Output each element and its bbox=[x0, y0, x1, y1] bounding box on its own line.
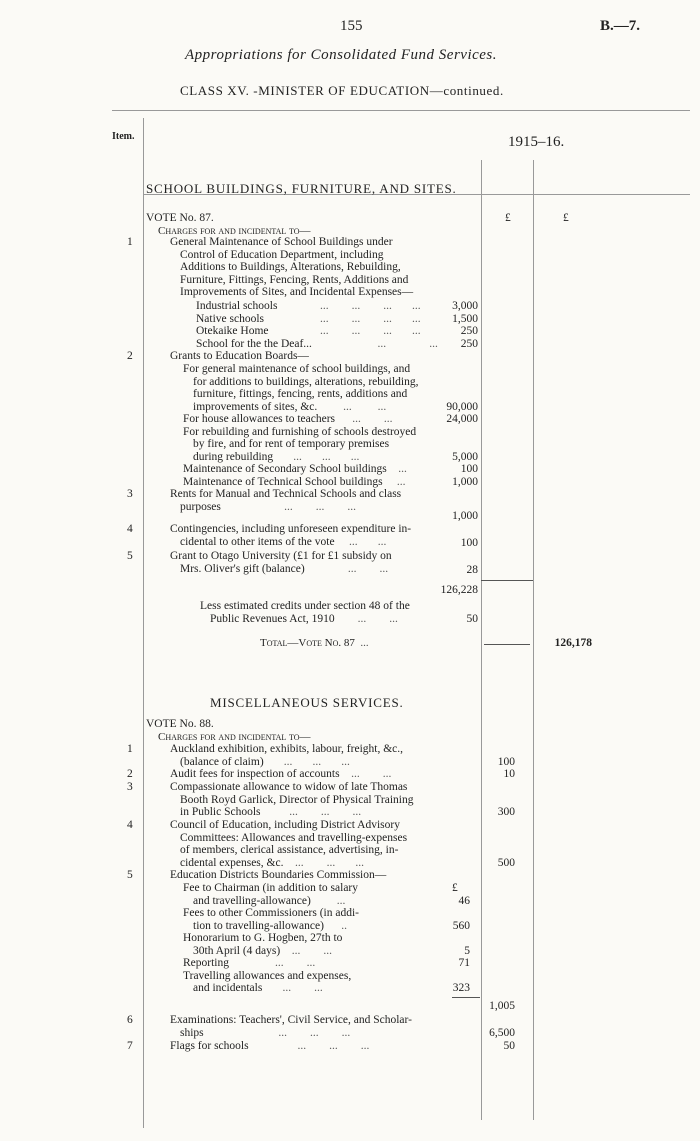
amount-rents: 1,000 bbox=[452, 510, 478, 522]
amount-honorarium: 5 bbox=[464, 944, 470, 957]
vote87-item2d-text: Maintenance of Secondary School buildings ... bbox=[183, 463, 407, 475]
pound-sign-col2: £ bbox=[563, 212, 569, 224]
item5-pound-sign: £ bbox=[452, 882, 458, 894]
amount-commissioners-fee: 560 bbox=[452, 919, 470, 932]
vote87-item2e-text: Maintenance of Technical School buildings ... bbox=[183, 475, 406, 488]
vote88-item4-text: Council of Education, including District Advisory Committees: Allowances and travelling-expenses of members, clerical assistance, advertising, in- cidental expenses, &c. ... ... ... bbox=[170, 819, 408, 869]
vote88-item5-subitems: Fee to Chairman (in addition to salary and travelling-allowance) ... Fees to other Commissioners (in addi- tion to travelling-allowance) .. Honorarium to G. Hogben, 27th to 30th April (4 days) ... ... Reporting ... ... Travelling allowances and expenses, and incidentals ... ... bbox=[183, 882, 359, 994]
amount-flags: 50 bbox=[503, 1040, 515, 1052]
amount-reporting: 71 bbox=[458, 957, 470, 969]
amount-technical: 1,000 bbox=[452, 475, 478, 488]
amount-audit: 10 bbox=[503, 768, 515, 780]
vote88-item7-text: Flags for schools ... ... ... bbox=[170, 1040, 370, 1052]
amount-auckland: 100 bbox=[497, 756, 515, 768]
vote88-item1-text: Auckland exhibition, exhibits, labour, freight, &c., (balance of claim) ... ... ... bbox=[170, 743, 404, 768]
vote87-item3-text: Rents for Manual and Technical Schools and class purposes ... ... ... bbox=[170, 488, 402, 513]
item-number: 3 bbox=[127, 781, 133, 793]
list-item: Otekaike Home bbox=[196, 325, 269, 337]
amount-column-rule-2 bbox=[533, 160, 534, 1120]
vote87-item2b-text: For house allowances to teachers ... ... bbox=[183, 413, 393, 425]
vote87-label: VOTE No. 87. bbox=[146, 212, 214, 224]
vote87-item2c-text: For rebuilding and furnishing of schools destroyed by fire, and for rent of temporary premises during rebuilding ... ... ... bbox=[183, 425, 417, 463]
vote87-item1-text: General Maintenance of School Buildings under Control of Education Department, including Additions to Buildings, Alterations, Rebuilding, Furniture, Fittings, Fencing, Rents, Additions and Improvements of Sites, and Incidental Expenses— bbox=[170, 236, 414, 298]
list-item: Native schools bbox=[196, 312, 265, 325]
vote87-item1-subitems bbox=[196, 300, 312, 350]
item-number: 2 bbox=[127, 350, 133, 362]
amount-total-vote87: 126,178 bbox=[554, 637, 592, 649]
amount-native: 1,500 bbox=[452, 312, 478, 325]
total-dash bbox=[484, 644, 530, 645]
vote87-item5-text: Grant to Otago University (£1 for £1 subsidy on Mrs. Oliver's gift (balance) ... ... bbox=[170, 550, 392, 575]
amount-house-allowances: 24,000 bbox=[446, 413, 478, 425]
list-item: Fee to Chairman (in addition to salary bbox=[183, 882, 359, 894]
vote87-charges: Charges for and incidental to— bbox=[158, 225, 311, 237]
list-item: Industrial schools bbox=[196, 300, 278, 312]
vote87-item2a-text: For general maintenance of school buildings, and for additions to buildings, alterations, rebuilding, furniture, fittings, fencing, rents, additions and improvements of sites, &c. ... ... bbox=[183, 363, 419, 413]
list-item: School for the the Deaf... bbox=[196, 337, 312, 350]
item-number: 7 bbox=[127, 1040, 133, 1052]
amount-less-credits: 50 bbox=[466, 613, 478, 625]
total-vote87-label: Total—Vote No. 87 ... bbox=[260, 637, 369, 649]
amount-secondary: 100 bbox=[460, 463, 478, 475]
year-heading: 1915–16. bbox=[508, 134, 565, 150]
vote88-charges: Charges for and incidental to— bbox=[158, 731, 311, 743]
item-number: 5 bbox=[127, 869, 133, 881]
item5-sum-rule bbox=[452, 997, 480, 998]
item-number: 4 bbox=[127, 523, 133, 535]
amount-examinations: 6,500 bbox=[489, 1026, 515, 1039]
item-number: 4 bbox=[127, 819, 133, 831]
vote87-item2-label: Grants to Education Boards— bbox=[170, 350, 309, 362]
list-item: Reporting ... ... bbox=[183, 957, 316, 969]
document-code: B.—7. bbox=[600, 18, 641, 34]
appropriations-title: Appropriations for Consolidated Fund Services. bbox=[185, 47, 498, 63]
section-title-vote88: MISCELLANEOUS SERVICES. bbox=[210, 695, 404, 710]
pound-sign-col1: £ bbox=[505, 212, 511, 224]
amount-general-maintenance: 90,000 bbox=[446, 400, 478, 413]
amount-council: 500 bbox=[497, 856, 515, 869]
amount-travelling: 323 bbox=[452, 982, 470, 994]
top-rule bbox=[112, 110, 690, 111]
amount-rebuilding: 5,000 bbox=[452, 450, 478, 463]
item-number: 5 bbox=[127, 550, 133, 562]
amount-otago: 28 bbox=[466, 564, 478, 576]
item-number: 6 bbox=[127, 1014, 133, 1026]
vote87-item4-text: Contingencies, including unforeseen expenditure in- cidental to other items of the vote ... ... bbox=[170, 523, 412, 548]
item-number: 3 bbox=[127, 488, 133, 500]
list-item: Honorarium to G. Hogben, 27th to bbox=[183, 932, 343, 944]
amount-column-rule-1 bbox=[481, 160, 482, 1120]
vote88-label: VOTE No. 88. bbox=[146, 718, 214, 730]
item-number: 2 bbox=[127, 768, 133, 780]
item-number: 1 bbox=[127, 236, 133, 248]
amount-deaf: 250 bbox=[460, 337, 478, 350]
less-credits-text: Less estimated credits under section 48 of the Public Revenues Act, 1910 ... ... bbox=[200, 600, 410, 625]
list-item: Travelling allowances and expenses, bbox=[183, 969, 352, 982]
vote88-item6-text: Examinations: Teachers', Civil Service, and Scholar- ships ... ... ... bbox=[170, 1014, 412, 1039]
section-title-vote87: SCHOOL BUILDINGS, FURNITURE, AND SITES. bbox=[146, 181, 457, 196]
class-heading: CLASS XV. -MINISTER OF EDUCATION—continued. bbox=[180, 83, 504, 98]
page-number: 155 bbox=[340, 18, 363, 34]
amount-contingencies: 100 bbox=[460, 537, 478, 549]
vote88-item5-label: Education Districts Boundaries Commission— bbox=[170, 869, 387, 881]
vote88-item3-text: Compassionate allowance to widow of late Thomas Booth Royd Garlick, Director of Physical Training in Public Schools ... ... ... bbox=[170, 781, 414, 818]
leader-dots: ... ... ... ... ... ... ... ... ... ... ... ... ... ... bbox=[320, 300, 438, 350]
amount-compassionate: 300 bbox=[497, 806, 515, 818]
amount-subtotal: 126,228 bbox=[440, 584, 478, 596]
item-number: 1 bbox=[127, 743, 133, 755]
amount-commission-total: 1,005 bbox=[489, 1000, 515, 1012]
item-column-rule bbox=[143, 118, 144, 1128]
item-column-label: Item. bbox=[112, 131, 135, 142]
amount-chairman-fee: 46 bbox=[458, 894, 470, 907]
list-item: Fees to other Commissioners (in addi- bbox=[183, 907, 359, 919]
amount-industrial: 3,000 bbox=[452, 300, 478, 312]
amount-otekaike: 250 bbox=[460, 325, 478, 337]
vote88-item2-text: Audit fees for inspection of accounts ... ... bbox=[170, 768, 392, 780]
subtotal-rule bbox=[481, 580, 533, 581]
